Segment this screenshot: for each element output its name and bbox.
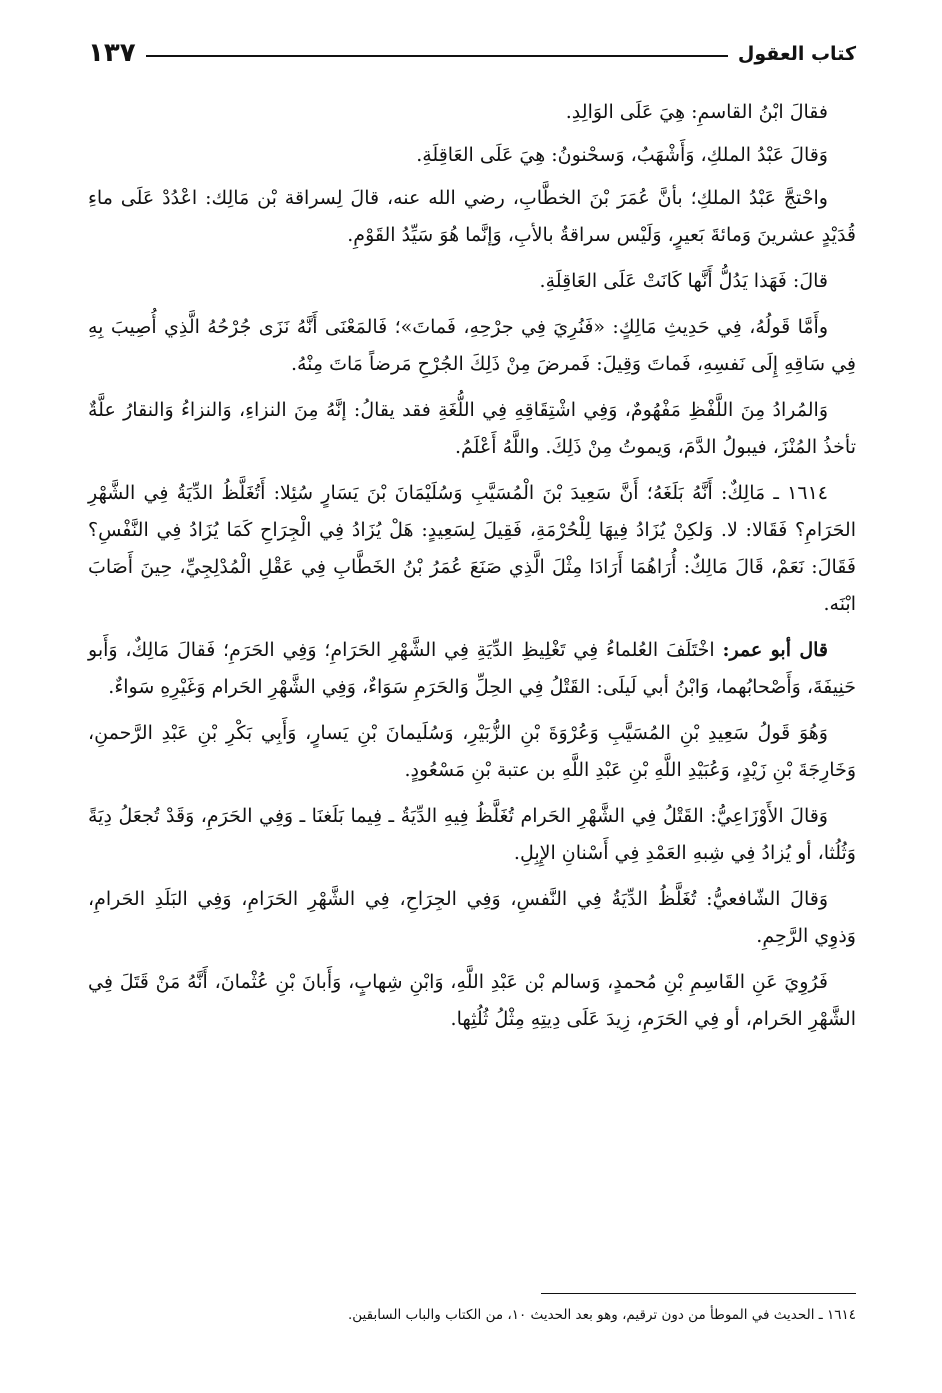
paragraph: وَقالَ الأَوْزَاعِيُّ: القَتْلُ فِي الشَّهْرِ الحَرام تُغَلَّظُ فِيهِ الدِّيَةُ ـ فِيما بَلَغنَا ـ وَفِي الحَرَمِ، وَقَدْ تُجعَلُ دِيَةً وَثُلُثا، أو يُزادُ فِي شِبهِ العَمْدِ فِي أَسْنانِ الإِبِلِ.: [88, 805, 856, 864]
paragraph: وَهُوَ قَولُ سَعِيدِ بْنِ المُسَيَّبِ وَعُرْوَةَ بْنِ الزُّبَيْرِ، وَسُلَيمانَ بْنِ يَسارٍ، وَأَبِي بَكْرِ بْنِ عَبْدِ الرَّحمنِ، وَخَارِجَةَ بْنِ زَيْدٍ، وَعُبَيْدِ اللَّهِ بْنِ عَبْدِ اللَّهِ بن عتبة بْنِ مَسْعُودٍ.: [88, 722, 856, 781]
paragraph: واحْتجَّ عَبْدُ الملكِ؛ بأنَّ عُمَرَ بْنَ الخطَّابِ، رضي الله عنه، قالَ لِسراقة بْن مَالِك: اعْدُدْ عَلَى ماءِ قُدَيْدٍ عشرينَ وَمائةَ بَعيرٍ، وَلَيْس سراقةُ بالأبِ، وَإنَّما هُوَ سَيِّدُ القَوْمِ.: [88, 187, 856, 246]
page-number: ١٣٧: [88, 38, 136, 68]
paragraph: فَرُوِيَ عَنِ القَاسِمِ بْنِ مُحمدٍ، وَسالم بْن عَبْدِ اللَّهِ، وَابْنِ شِهابٍ، وَأَبانَ بْنِ عُثْمانَ، أَنَّهُ مَنْ قَتَلَ فِي الشَّهْرِ الحَرام، أو فِي الحَرَمِ، زِيدَ عَلَى دِيتِهِ مِثْلُ ثُلُثِها.: [88, 971, 856, 1030]
paragraph: وَالمُرادُ مِنَ اللَّفْظِ مَفْهُومٌ، وَفِي اشْتِقَاقِهِ فِي اللُّغَةِ فقد يقالُ: إنَّهُ مِنَ النزاءِ، وَالنزاءُ وَالنقارُ علَّةٌ تأخذُ المُنْزَ، فيبولُ الدَّمَ، وَيموتُ مِنْ ذَلِكَ. واللَّهُ أَعْلَمُ.: [88, 399, 856, 458]
page-body: [88, 94, 856, 1047]
commentary-lead: قال أبو عمر:: [722, 639, 829, 661]
footnote-rule: [541, 1293, 856, 1294]
footnote: ١٦١٤ ـ الحديث في الموطأ من دون ترقيم، وهو بعد الحديث ١٠، من الكتاب والباب السابقين.: [347, 1307, 856, 1323]
book-title: كتاب العقول: [737, 43, 856, 65]
hadith-paragraph: ١٦١٤ ـ مَالِكٌ: أَنَّهُ بَلَغَهُ؛ أَنَّ سَعِيدَ بْنَ الْمُسَيَّبِ وَسُلَيْمَانَ بْنَ يَسَارٍ سُئِلا: أَتُغَلَّظُ الدِّيَةُ فِي الشَّهْرِ الحَرَامِ؟ فَقَالا: لا. وَلكِنْ يُزَادُ فِيهَا لِلْحُرْمَةِ، فَقِيلَ لِسَعِيدٍ: هَلْ يُزَادُ فِي الْجِرَاحِ كَمَا يُزَادُ فِي النَّفْسِ؟ فَقَالَ: نَعَمْ، قَالَ مَالِكٌ: أُرَاهُمَا أَرَادَا مِثْلَ الَّذِي صَنَعَ عُمَرُ بْنُ الخَطَّابِ فِي عَقْلِ الْمُدْلِجِيِّ، حِينَ أَصَابَ ابْنَه.: [88, 482, 856, 615]
paragraph: وَقالَ الشّافعيُّ: تُغَلَّظُ الدِّيَةُ فِي النَّفسِ، وَفِي الجِرَاحِ، فِي الشَّهْرِ الحَرَامِ، وَفِي البَلَدِ الحَرامِ، وَذوِي الرَّحِمِ.: [88, 888, 856, 947]
commentary-paragraph: [88, 632, 856, 706]
paragraph: فقالَ ابْنُ القاسمِ: هِيَ عَلَى الوَالِدِ.: [565, 101, 828, 123]
header-rule: [146, 55, 728, 57]
paragraph: وأَمَّا قَولُهُ، فِي حَدِيثِ مَالِكٍ: «فَنُرِيَ فِي جرْحِهِ، فَماتَ»؛ فَالمَعْنَى أَنَّهُ نَزَى جُرْحُهُ الَّذِي أُصِيبَ بِهِ فِي سَاقِهِ إِلَى نَفسِهِ، فَماتَ وَقِيلَ: فَمرضَ مِنْ ذَلِكَ الجُرْحِ مَرضاً مَاتَ مِنْهُ.: [88, 316, 856, 375]
running-header: [88, 26, 856, 66]
commentary-text: اخْتَلَفَ العُلماءُ فِي تَغْلِيظِ الدِّيَةِ فِي الشَّهْرِ الحَرَامِ؛ وَفِي الحَرَمِ؛ فَقالَ مَالِكٌ، وَأَبو حَنِيفَةَ، وَأَصْحابُهما، وَابْنُ أبي لَيلَى: القَتْلُ فِي الحِلِّ وَالحَرَمِ سَوَاءٌ، وَفِي الشَّهْرِ الحَرام وَغَيْرِهِ سَواءٌ.: [88, 639, 856, 698]
paragraph: وَقالَ عَبْدُ الملكِ، وَأَشْهَبُ، وَسحْنونُ: هِيَ عَلَى العَاقِلَةِ.: [416, 144, 828, 166]
paragraph: قالَ: فَهَذا يَدُلُّ أَنَّها كَانَتْ عَلَى العَاقِلَةِ.: [539, 270, 828, 292]
